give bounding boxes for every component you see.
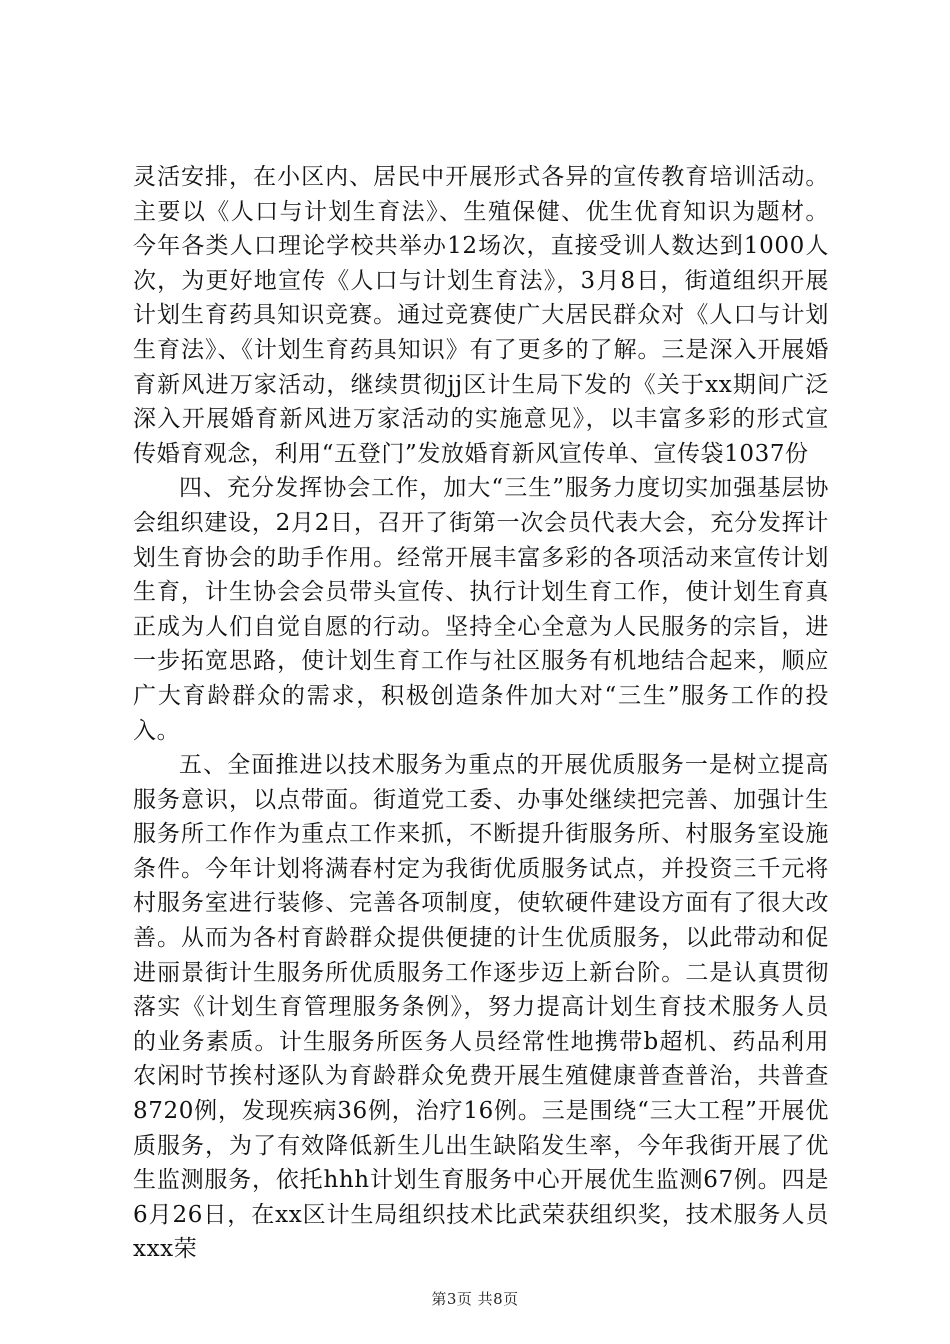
page-footer: 第3页 共8页 bbox=[431, 1290, 519, 1308]
paragraph-section-four: 四、充分发挥协会工作，加大“三生”服务力度切实加强基层协会组织建设，2月2日，召开了街第一次会员代表大会，充分发挥计划生育协会的助手作用。经常开展丰富多彩的各项活动来宣传计划生育，计生协会会员带头宣传、执行计划生育工作，使计划生育真正成为人们自觉自愿的行动。坚持全心全意为人民服务的宗旨，进一步拓宽思路，使计划生育工作与社区服务有机地结合起来，顺应广大育龄群众的需求，积极创造条件加大对“三生”服务工作的投入。 bbox=[133, 475, 829, 744]
paragraph-section-five: 五、全面推进以技术服务为重点的开展优质服务一是树立提高服务意识，以点带面。街道党工委、办事处继续把完善、加强计生服务所工作作为重点工作来抓，不断提升街服务所、村服务室设施条件。今年计划将满春村定为我街优质服务试点，并投资三千元将村服务室进行装修、完善各项制度，使软硬件建设方面有了很大改善。从而为各村育龄群众提供便捷的计生优质服务，以此带动和促进丽景街计生服务所优质服务工作逐步迈上新台阶。二是认真贯彻落实《计划生育管理服务条例》，努力提高计划生育技术服务人员的业务素质。计生服务所医务人员经常性地携带b超机、药品利用农闲时节挨村逐队为育龄群众免费开展生殖健康普查普治，共普查8720例，发现疾病36例，治疗16例。三是围绕“三大工程”开展优质服务，为了有效降低新生儿出生缺陷发生率，今年我街开展了优生监测服务，依托hhh计划生育服务中心开展优生监测67例。四是6月26日，在xx区计生局组织技术比武荣获组织奖，技术服务人员xxx荣 bbox=[133, 752, 829, 1263]
paragraph-continuation: 灵活安排，在小区内、居民中开展形式各异的宣传教育培训活动。主要以《人口与计划生育法》、生殖保健、优生优育知识为题材。今年各类人口理论学校共举办12场次，直接受训人数达到1000人次，为更好地宣传《人口与计划生育法》，3月8日，街道组织开展计划生育药具知识竞赛。通过竞赛使广大居民群众对《人口与计划生育法》、《计划生育药具知识》有了更多的了解。三是深入开展婚育新风进万家活动，继续贯彻jj区计生局下发的《关于xx期间广泛深入开展婚育新风进万家活动的实施意见》，以丰富多彩的形式宣传婚育观念，利用“五登门”发放婚育新风宣传单、宣传袋1037份 bbox=[133, 164, 829, 467]
body-text bbox=[133, 160, 829, 1267]
